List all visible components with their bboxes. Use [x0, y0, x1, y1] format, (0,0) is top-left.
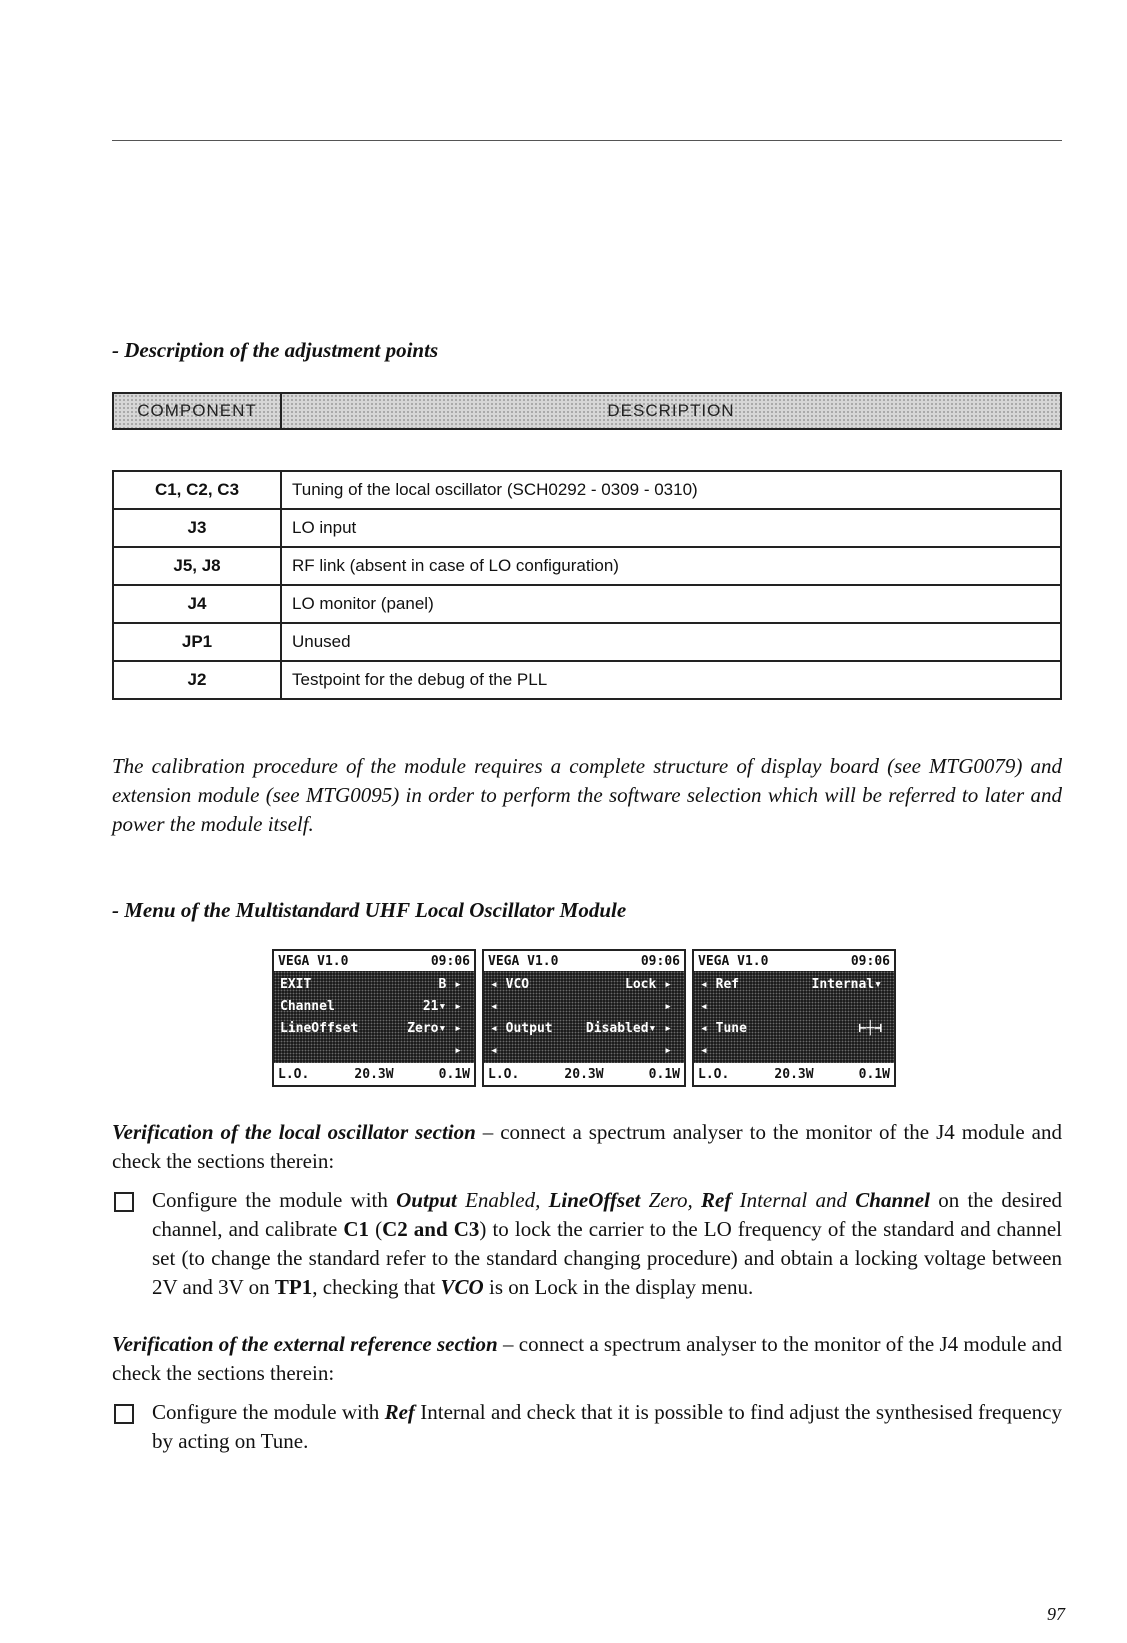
menu-value: B ▸ — [438, 976, 462, 992]
description-cell: Unused — [281, 623, 1061, 661]
menu-label: ◂ — [700, 998, 708, 1014]
menu-value: ▸ — [454, 1042, 462, 1058]
screen-status-bar — [484, 1063, 684, 1085]
list-item — [112, 1398, 1062, 1456]
verification-ref-paragraph — [112, 1330, 1062, 1388]
status-lo: L.O. — [278, 1066, 310, 1082]
screen-title: VEGA V1.0 — [488, 953, 559, 969]
menu-label: LineOffset — [280, 1020, 359, 1036]
screen-title-bar — [484, 951, 684, 971]
menu-row-ref[interactable] — [694, 974, 894, 994]
menu-row-vco[interactable] — [484, 974, 684, 994]
verification-lo-intro: – connect a spectrum analyser to the monitor of the J4 module and check the sections therein: — [112, 1120, 1062, 1173]
screen-title: VEGA V1.0 — [278, 953, 349, 969]
menu-row-empty — [274, 1040, 474, 1060]
component-cell: JP1 — [113, 623, 281, 661]
menu-row-empty — [484, 1040, 684, 1060]
display-screens — [272, 949, 896, 1087]
menu-value: ▸ — [664, 1042, 672, 1058]
screen-menu — [274, 971, 474, 1063]
menu-row-channel[interactable] — [274, 996, 474, 1016]
description-cell: RF link (absent in case of LO configuration) — [281, 547, 1061, 585]
status-lo: L.O. — [488, 1066, 520, 1082]
top-rule — [112, 140, 1062, 141]
page-number: 97 — [1047, 1604, 1065, 1624]
screen-status-bar — [274, 1063, 474, 1085]
component-cell: J3 — [113, 509, 281, 547]
table-header-bar — [112, 392, 1062, 430]
display-screen-main — [272, 949, 476, 1087]
status-lo: L.O. — [698, 1066, 730, 1082]
list-item — [112, 1186, 1062, 1302]
menu-label: ◂ — [700, 1042, 708, 1058]
menu-row-empty — [484, 996, 684, 1016]
verification-ref-title: Verification of the external reference section — [112, 1332, 498, 1356]
status-forward-power: 20.3W — [774, 1066, 814, 1082]
checkbox-bullet-icon — [114, 1192, 134, 1212]
header-description: DESCRIPTION — [607, 401, 735, 420]
verification-lo-step: Configure the module with Output Enabled, LineOffset Zero, Ref Internal and Channel on the desired channel, and calibrate C1 (C2 and C3) to lock the carrier to the LO frequency of the standard and channel set (to change the standard refer to the standard changing procedure) and obtain a locking voltage between 2V and 3V on TP1, checking that VCO is on Lock in the display menu. — [152, 1188, 1063, 1299]
table-row — [113, 509, 1061, 547]
menu-row-empty — [694, 1040, 894, 1060]
status-forward-power: 20.3W — [354, 1066, 394, 1082]
verification-ref-intro: – connect a spectrum analyser to the monitor of the J4 module and check the sections therein: — [112, 1332, 1062, 1385]
component-cell: J2 — [113, 661, 281, 699]
screen-title-bar — [274, 951, 474, 971]
menu-value: Lock ▸ — [625, 976, 672, 992]
screen-status-bar — [694, 1063, 894, 1085]
calibration-note: The calibration procedure of the module requires a complete structure of display board (see MTG0079) and extension module (see MTG0095) in order to perform the software selection which will be referred to later and power the module itself. — [112, 754, 1062, 836]
display-screen-vco — [482, 949, 686, 1087]
tune-slider-icon: ⊢┼⊣ — [858, 1020, 882, 1036]
display-screen-ref — [692, 949, 896, 1087]
menu-value: Internal▾ — [811, 976, 882, 992]
menu-row-output[interactable] — [484, 1018, 684, 1038]
status-reflected-power: 0.1W — [648, 1066, 680, 1082]
component-cell: J4 — [113, 585, 281, 623]
component-cell: C1, C2, C3 — [113, 471, 281, 509]
component-table — [112, 470, 1062, 700]
description-cell: LO input — [281, 509, 1061, 547]
verification-lo-title: Verification of the local oscillator section — [112, 1120, 476, 1144]
checkbox-bullet-icon — [114, 1404, 134, 1424]
screen-time: 09:06 — [430, 953, 470, 969]
menu-value: 21▾ ▸ — [422, 998, 462, 1014]
description-cell: Tuning of the local oscillator (SCH0292 - 0309 - 0310) — [281, 471, 1061, 509]
menu-label: ◂ Ref — [700, 976, 740, 992]
status-forward-power: 20.3W — [564, 1066, 604, 1082]
component-cell: J5, J8 — [113, 547, 281, 585]
menu-label: ◂ Output — [490, 1020, 553, 1036]
menu-label: Channel — [280, 998, 335, 1014]
menu-label: ◂ VCO — [490, 976, 530, 992]
menu-row-exit[interactable] — [274, 974, 474, 994]
screen-time: 09:06 — [640, 953, 680, 969]
menu-value: Disabled▾ ▸ — [585, 1020, 672, 1036]
table-row — [113, 661, 1061, 699]
section-heading-adjustment-points: - Description of the adjustment points — [112, 338, 439, 362]
verification-lo-paragraph — [112, 1118, 1062, 1176]
description-cell: LO monitor (panel) — [281, 585, 1061, 623]
screen-time: 09:06 — [850, 953, 890, 969]
menu-label: ◂ Tune — [700, 1020, 747, 1036]
screen-title: VEGA V1.0 — [698, 953, 769, 969]
menu-row-empty — [694, 996, 894, 1016]
status-reflected-power: 0.1W — [438, 1066, 470, 1082]
table-row — [113, 585, 1061, 623]
section-heading-menu: - Menu of the Multistandard UHF Local Oscillator Module — [112, 898, 627, 922]
menu-label: ◂ — [490, 1042, 498, 1058]
table-row — [113, 547, 1061, 585]
screen-menu — [694, 971, 894, 1063]
menu-row-lineoffset[interactable] — [274, 1018, 474, 1038]
screen-title-bar — [694, 951, 894, 971]
screen-menu — [484, 971, 684, 1063]
table-row — [113, 623, 1061, 661]
verification-ref-step: Configure the module with Ref Internal and check that it is possible to find adjust the synthesised frequency by acting on Tune. — [152, 1400, 1062, 1453]
table-row — [113, 471, 1061, 509]
menu-value: ▸ — [664, 998, 672, 1014]
menu-row-tune[interactable] — [694, 1018, 894, 1038]
description-cell: Testpoint for the debug of the PLL — [281, 661, 1061, 699]
menu-label: ◂ — [490, 998, 498, 1014]
menu-label: EXIT — [280, 976, 312, 992]
status-reflected-power: 0.1W — [858, 1066, 890, 1082]
header-component: COMPONENT — [114, 394, 282, 428]
menu-value: Zero▾ ▸ — [407, 1020, 462, 1036]
